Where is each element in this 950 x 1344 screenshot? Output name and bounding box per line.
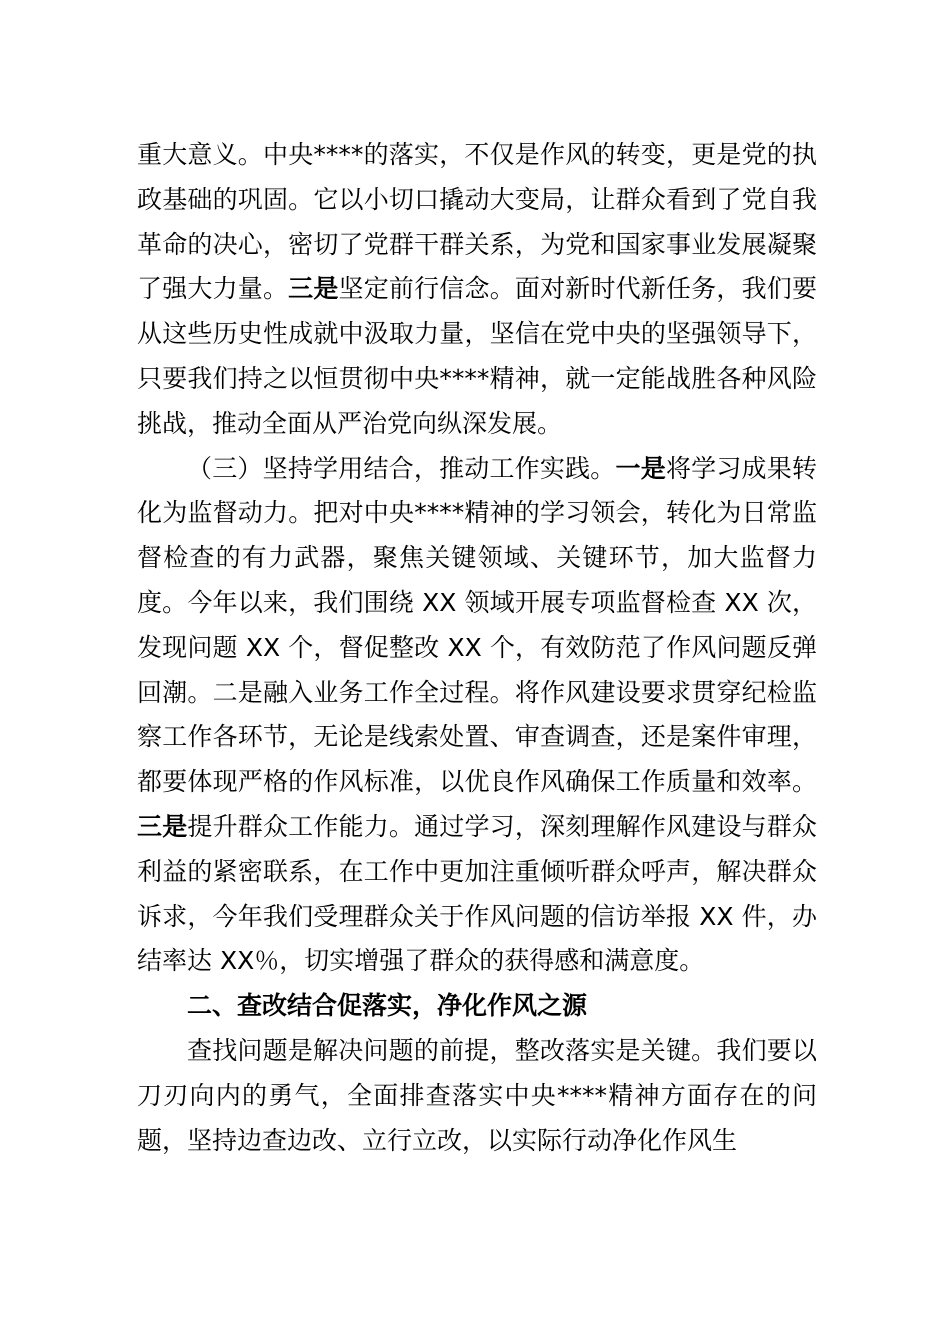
section-heading: 二、查改结合促落实，净化作风之源 xyxy=(187,991,588,1021)
bold-marker-three: 三是 xyxy=(137,811,188,841)
bold-marker-three: 三是 xyxy=(288,274,339,304)
bold-marker-one: 一是 xyxy=(615,453,666,483)
document-body xyxy=(137,133,817,1163)
paragraph-text: 坚定前行信念。面对新时代新任务，我们要从这些历史性成就中汲取力量，坚信在党中央的坚强领导下，只要我们持之以恒贯彻中央****精神，就一定能战胜各种风险挑战，推动全面从严治党向纵深发展。 xyxy=(137,274,817,438)
paragraph-text: 将学习成果转化为监督动力。把对中央****精神的学习领会，转化为日常监督检查的有力武器，聚焦关键领域、关键环节，加大监督力度。今年以来，我们围绕 XX 领域开展专项监督检查 XX 次，发现问题 XX 个，督促整改 XX 个，有效防范了作风问题反弹回潮。二是融入业务工作全过程。将作风建设要求贯穿纪检监察工作各环节，无论是线索处置、审查调查，还是案件审理，都要体现严格的作风标准，以优良作风确保工作质量和效率。 xyxy=(137,453,817,797)
paragraph-study-application xyxy=(137,447,817,985)
paragraph-text: 重大意义。中央****的落实，不仅是作风的转变，更是党的执政基础的巩固。它以小切口撬动大变局，让群众看到了党自我革命的决心，密切了党群干群关系，为党和国家事业发展凝聚了强大力量。 xyxy=(137,140,817,304)
paragraph-text: （三）坚持学用结合，推动工作实践。 xyxy=(187,453,616,483)
paragraph-significance xyxy=(137,133,817,447)
paragraph-text: 提升群众工作能力。通过学习，深刻理解作风建设与群众利益的紧密联系，在工作中更加注重倾听群众呼声，解决群众诉求，今年我们受理群众关于作风问题的信访举报 XX 件，办结率达 XX％，切实增强了群众的获得感和满意度。 xyxy=(137,811,817,976)
paragraph-rectification: 查找问题是解决问题的前提，整改落实是关键。我们要以刀刃向内的勇气，全面排查落实中央****精神方面存在的问题，坚持边查边改、立行立改，以实际行动净化作风生 xyxy=(137,1035,817,1155)
